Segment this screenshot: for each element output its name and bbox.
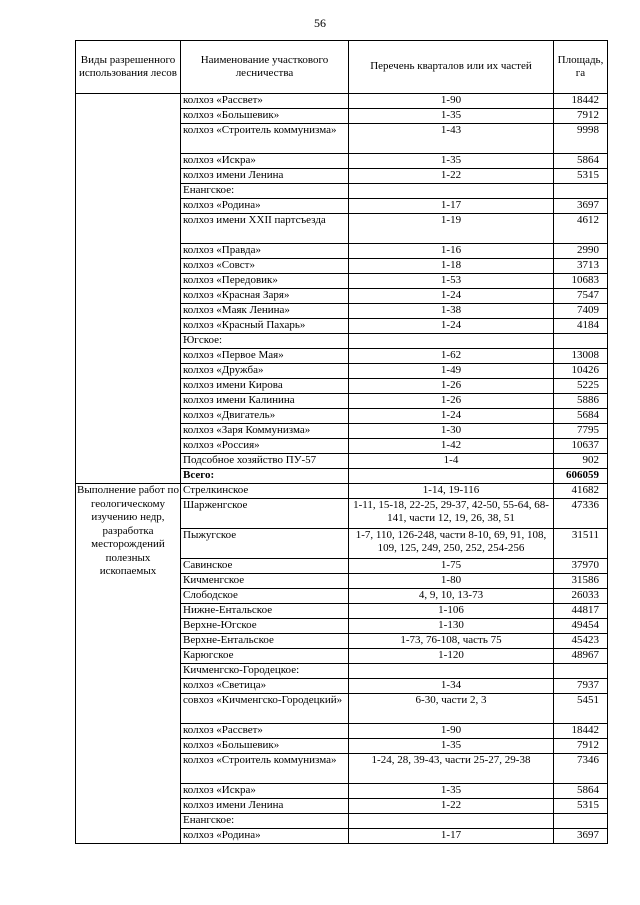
quarters-cell: 1-17 [349,199,554,214]
area-cell: 606059 [554,469,608,484]
forestry-name-cell: Пыжугское [181,529,349,559]
forestry-name-cell: Кичменгское [181,574,349,589]
quarters-cell: 1-17 [349,829,554,844]
quarters-cell: 1-19 [349,214,554,244]
forestry-name-cell: колхоз «Двигатель» [181,409,349,424]
table-row [76,484,608,499]
quarters-cell: 1-53 [349,274,554,289]
forestry-name-cell: колхоз имени Кирова [181,379,349,394]
quarters-cell: 1-24 [349,409,554,424]
quarters-cell: 1-120 [349,649,554,664]
forestry-name-cell: Савинское [181,559,349,574]
quarters-cell: 1-24, 28, 39-43, части 25-27, 29-38 [349,754,554,784]
area-cell: 49454 [554,619,608,634]
quarters-cell: 1-35 [349,109,554,124]
quarters-cell: 1-90 [349,724,554,739]
quarters-cell: 1-73, 76-108, часть 75 [349,634,554,649]
header-row [76,41,608,94]
area-cell: 2990 [554,244,608,259]
area-cell: 7937 [554,679,608,694]
area-cell: 5225 [554,379,608,394]
quarters-cell: 1-106 [349,604,554,619]
area-cell: 10683 [554,274,608,289]
header-area: Площадь, га [554,41,608,94]
area-cell: 10637 [554,439,608,454]
forestry-name-cell: колхоз «Светица» [181,679,349,694]
quarters-cell: 1-4 [349,454,554,469]
quarters-cell: 1-130 [349,619,554,634]
quarters-cell: 1-7, 110, 126-248, части 8-10, 69, 91, 108, 109, 125, 249, 250, 252, 254-256 [349,529,554,559]
forestry-name-cell: колхоз «Маяк Ленина» [181,304,349,319]
area-cell: 3713 [554,259,608,274]
quarters-cell: 1-35 [349,739,554,754]
forestry-name-cell: колхоз «Родина» [181,829,349,844]
area-cell: 902 [554,454,608,469]
forestry-name-cell: колхоз «Искра» [181,154,349,169]
forestry-name-cell: колхоз имени Калинина [181,394,349,409]
area-cell: 31511 [554,529,608,559]
area-cell: 10426 [554,364,608,379]
area-cell: 5886 [554,394,608,409]
area-cell: 44817 [554,604,608,619]
forestry-name-cell: колхоз имени XXII партсъезда [181,214,349,244]
area-cell: 26033 [554,589,608,604]
area-cell: 7346 [554,754,608,784]
forestry-name-cell: Югское: [181,334,349,349]
quarters-cell: 1-90 [349,94,554,109]
forestry-name-cell: колхоз «Дружба» [181,364,349,379]
forestry-name-cell: колхоз «Заря Коммунизма» [181,424,349,439]
area-cell: 47336 [554,499,608,529]
area-cell [554,664,608,679]
forestry-name-cell: колхоз «Большевик» [181,109,349,124]
quarters-cell [349,664,554,679]
area-cell [554,334,608,349]
area-cell: 3697 [554,199,608,214]
area-cell: 5864 [554,784,608,799]
land-use-table [75,40,608,844]
area-cell [554,814,608,829]
quarters-cell: 1-24 [349,289,554,304]
quarters-cell: 1-26 [349,379,554,394]
forestry-name-cell: Нижне-Ентальское [181,604,349,619]
area-cell: 31586 [554,574,608,589]
area-cell [554,184,608,199]
quarters-cell [349,334,554,349]
quarters-cell: 1-22 [349,799,554,814]
forestry-name-cell: колхоз «Россия» [181,439,349,454]
table-row [76,94,608,109]
quarters-cell: 1-43 [349,124,554,154]
area-cell: 5864 [554,154,608,169]
forestry-name-cell: колхоз «Первое Мая» [181,349,349,364]
area-cell: 18442 [554,724,608,739]
quarters-cell: 1-49 [349,364,554,379]
quarters-cell: 1-22 [349,169,554,184]
forestry-name-cell: колхоз «Правда» [181,244,349,259]
usage-type-cell: Выполнение работ по геологическому изучению недр, разработка месторождений полезных ископаемых [76,484,181,844]
quarters-cell: 4, 9, 10, 13-73 [349,589,554,604]
forestry-name-cell: Кичменгско-Городецкое: [181,664,349,679]
forestry-name-cell: Подсобное хозяйство ПУ-57 [181,454,349,469]
quarters-cell: 1-24 [349,319,554,334]
forestry-name-cell: Стрелкинское [181,484,349,499]
quarters-cell: 6-30, части 2, 3 [349,694,554,724]
area-cell: 9998 [554,124,608,154]
area-cell: 45423 [554,634,608,649]
area-cell: 7409 [554,304,608,319]
forestry-name-cell: колхоз «Красный Пахарь» [181,319,349,334]
page-number: 56 [314,16,326,30]
header-quarters: Перечень кварталов или их частей [349,41,554,94]
quarters-cell: 1-75 [349,559,554,574]
forestry-name-cell: Енангское: [181,184,349,199]
quarters-cell: 1-26 [349,394,554,409]
quarters-cell: 1-14, 19-116 [349,484,554,499]
forestry-name-cell: Верхне-Югское [181,619,349,634]
forestry-name-cell: совхоз «Кичменгско-Городецкий» [181,694,349,724]
forestry-name-cell: колхоз «Искра» [181,784,349,799]
area-cell: 3697 [554,829,608,844]
forestry-name-cell: колхоз «Рассвет» [181,94,349,109]
quarters-cell: 1-16 [349,244,554,259]
quarters-cell: 1-35 [349,784,554,799]
area-cell: 13008 [554,349,608,364]
table-body [76,94,608,844]
quarters-cell: 1-30 [349,424,554,439]
forestry-name-cell: колхоз «Большевик» [181,739,349,754]
quarters-cell: 1-62 [349,349,554,364]
quarters-cell: 1-18 [349,259,554,274]
quarters-cell: 1-80 [349,574,554,589]
forestry-name-cell: Карюгское [181,649,349,664]
forestry-name-cell: колхоз «Красная Заря» [181,289,349,304]
quarters-cell [349,814,554,829]
area-cell: 7547 [554,289,608,304]
forestry-name-cell: Слободское [181,589,349,604]
area-cell: 4612 [554,214,608,244]
quarters-cell: 1-38 [349,304,554,319]
forestry-name-cell: колхоз имени Ленина [181,799,349,814]
area-cell: 7795 [554,424,608,439]
forestry-name-cell: колхоз «Рассвет» [181,724,349,739]
area-cell: 37970 [554,559,608,574]
forestry-name-cell: колхоз имени Ленина [181,169,349,184]
usage-type-cell [76,94,181,484]
quarters-cell: 1-35 [349,154,554,169]
area-cell: 18442 [554,94,608,109]
area-cell: 7912 [554,109,608,124]
quarters-cell [349,469,554,484]
area-cell: 5315 [554,799,608,814]
forestry-name-cell: колхоз «Совст» [181,259,349,274]
forestry-name-cell: Всего: [181,469,349,484]
area-cell: 5684 [554,409,608,424]
quarters-cell [349,184,554,199]
header-usage-type: Виды разрешенного использования лесов [76,41,181,94]
area-cell: 48967 [554,649,608,664]
area-cell: 5451 [554,694,608,724]
forestry-name-cell: Шарженгское [181,499,349,529]
area-cell: 4184 [554,319,608,334]
forestry-name-cell: Енангское: [181,814,349,829]
quarters-cell: 1-11, 15-18, 22-25, 29-37, 42-50, 55-64, 68-141, части 12, 19, 26, 38, 51 [349,499,554,529]
area-cell: 7912 [554,739,608,754]
header-forestry-name: Наименование участкового лесничества [181,41,349,94]
quarters-cell: 1-42 [349,439,554,454]
forestry-name-cell: колхоз «Родина» [181,199,349,214]
forestry-name-cell: колхоз «Строитель коммунизма» [181,754,349,784]
area-cell: 5315 [554,169,608,184]
quarters-cell: 1-34 [349,679,554,694]
forestry-name-cell: колхоз «Строитель коммунизма» [181,124,349,154]
area-cell: 41682 [554,484,608,499]
forestry-name-cell: колхоз «Передовик» [181,274,349,289]
forestry-name-cell: Верхне-Ентальское [181,634,349,649]
